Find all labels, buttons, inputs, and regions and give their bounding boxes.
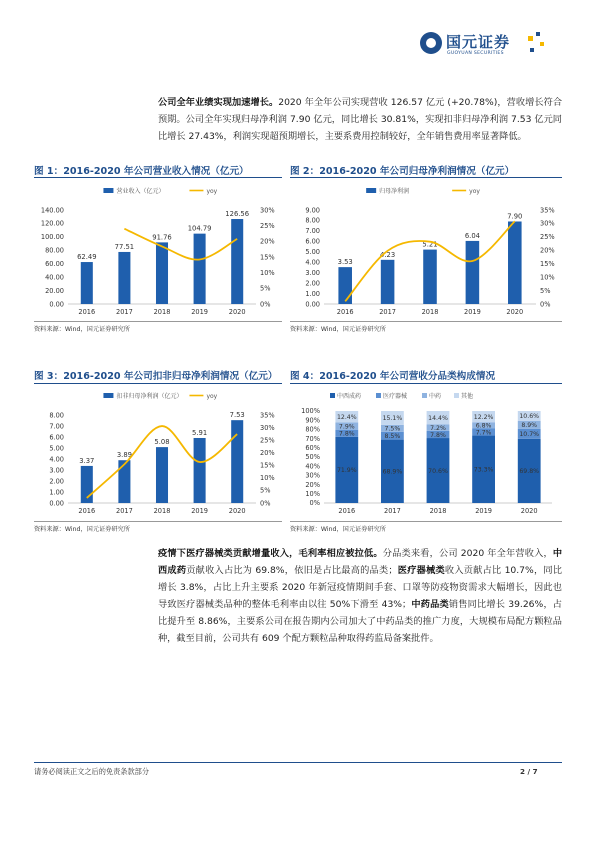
segment-label-2016-0: 71.9% (336, 467, 357, 475)
y-left-tick: 120.00 (40, 219, 64, 228)
y-left-tick: 2.00 (305, 279, 320, 288)
y-left-tick: 7.00 (49, 422, 64, 431)
x-tick-2018: 2018 (153, 308, 171, 316)
figure-3-source-rule (34, 521, 282, 522)
segment-label-2019-2: 6.8% (475, 422, 492, 430)
y-left-tick: 20.00 (45, 286, 64, 295)
y-left-tick: 5.00 (49, 444, 64, 453)
category-text-1: 分品类来看，公司 2020 年全年营收入， (382, 548, 553, 559)
y-left-tick: 80.00 (45, 246, 64, 255)
y-right-tick: 0% (260, 300, 271, 309)
bar-label-2017: 3.89 (116, 451, 132, 460)
legend-swatch-3 (454, 393, 459, 398)
x-tick-2016: 2016 (78, 507, 96, 515)
logo-mark-icon (420, 32, 442, 54)
y-right-tick: 35% (540, 206, 555, 215)
y-right-tick: 0% (260, 499, 271, 508)
page-number: 2 / 7 (520, 767, 538, 776)
bar-label-2016: 3.53 (337, 258, 353, 267)
figure-2-source-rule (290, 321, 562, 322)
category-bold-1: 中西成药 (158, 548, 563, 576)
segment-label-2019-1: 7.7% (475, 429, 492, 437)
bar-label-2019: 104.79 (187, 224, 212, 233)
figure-1-rule (34, 177, 282, 178)
x-tick-2017: 2017 (116, 308, 133, 316)
bar-label-2020: 7.90 (507, 212, 523, 221)
segment-label-2017-1: 8.5% (384, 433, 401, 441)
footer-rule (34, 762, 562, 763)
segment-label-2016-2: 7.9% (338, 423, 355, 431)
bar-label-2018: 5.21 (422, 240, 438, 249)
y-left-tick: 5.00 (305, 248, 320, 257)
y-left-tick: 9.00 (305, 206, 320, 215)
y-left-tick: 4.00 (305, 258, 320, 267)
y-left-tick: 7.00 (305, 227, 320, 236)
x-tick-2016: 2016 (78, 308, 96, 316)
chart-svg (290, 385, 562, 519)
x-tick-2018: 2018 (153, 507, 171, 515)
yoy-line (124, 229, 237, 260)
legend-label-3: 其他 (461, 393, 474, 400)
y-right-tick: 10% (540, 273, 555, 282)
category-bold-2: 医疗器械类 (397, 565, 445, 576)
figure-4-rule (290, 383, 562, 384)
x-tick-2020: 2020 (520, 507, 538, 515)
y-tick: 100% (301, 407, 320, 416)
summary-body: 2020 年全年公司实现营收 126.57 亿元 (+20.78%)，营收增长符合预期。公司全年实现归母净利润 7.90 亿元，同比增长 30.81%，实现扣非归母净利润 7.53 亿元同比增长 27.43%，利润实现超预期增长，主要系费用控制较好，全年销售费用率显著降低。 (158, 97, 563, 142)
legend-swatch-1 (376, 393, 381, 398)
chart-svg (34, 180, 282, 320)
summary-lead: 公司全年业绩实现加速增长。 (158, 97, 279, 108)
y-right-tick: 5% (260, 284, 271, 293)
y-tick: 10% (305, 490, 320, 498)
x-tick-2017: 2017 (116, 507, 133, 515)
segment-label-2019-3: 12.2% (473, 413, 494, 421)
y-tick: 30% (305, 471, 320, 480)
y-left-tick: 1.00 (305, 289, 320, 298)
segment-label-2017-3: 15.1% (382, 415, 403, 423)
bar-label-2017: 4.23 (380, 250, 396, 259)
y-right-tick: 25% (540, 233, 555, 242)
bar-2018 (156, 447, 168, 503)
bar-2017 (381, 260, 395, 304)
legend-bar-label: 扣非归母净利润（亿元） (116, 393, 183, 400)
bar-2018 (156, 242, 168, 304)
legend-bar-swatch (103, 393, 113, 398)
bar-label-2020: 126.56 (225, 210, 250, 219)
y-right-tick: 25% (260, 436, 275, 445)
y-left-tick: 6.00 (49, 433, 64, 442)
legend-label-0: 中西成药 (337, 393, 362, 400)
chart-revenue-mix (290, 385, 562, 519)
figure-2-rule (290, 177, 562, 178)
category-text-2: 贡献收入占比为 69.8%，依旧是占比最高的品类； (186, 565, 398, 576)
footer-disclaimer: 请务必阅读正文之后的免责条款部分 (34, 767, 150, 776)
bar-2020 (231, 420, 243, 503)
segment-label-2019-0: 73.3% (473, 466, 494, 474)
category-paragraph (158, 545, 562, 647)
segment-label-2018-3: 14.4% (428, 414, 448, 422)
category-lead: 疫情下医疗器械类贡献增量收入，毛利率相应被拉低。 (158, 548, 383, 559)
y-left-tick: 4.00 (49, 455, 64, 464)
bar-2020 (508, 221, 522, 304)
x-tick-2017: 2017 (384, 507, 401, 515)
brand-name-en: GUOYUAN SECURITIES (447, 51, 504, 56)
figure-3-source: 资料来源：Wind，国元证券研究所 (34, 526, 130, 533)
y-right-tick: 35% (260, 411, 275, 420)
figure-4-source: 资料来源：Wind，国元证券研究所 (290, 526, 386, 533)
segment-label-2020-1: 10.7% (519, 431, 540, 439)
y-tick: 20% (305, 480, 320, 489)
x-tick-2020: 2020 (228, 308, 246, 316)
y-tick: 50% (305, 453, 320, 462)
chart-net-profit (290, 180, 562, 320)
legend-line-label: yoy (469, 188, 480, 195)
bar-2019 (466, 241, 480, 304)
bar-label-2018: 5.08 (154, 438, 170, 447)
x-tick-2016: 2016 (338, 507, 356, 515)
bar-label-2020: 7.53 (229, 411, 245, 420)
figure-4-title: 图 4：2016-2020 年公司营收分品类构成情况 (290, 371, 496, 382)
y-left-tick: 0.00 (305, 300, 320, 309)
legend-bar-swatch (103, 188, 113, 193)
y-left-tick: 1.00 (49, 488, 64, 497)
category-bold-3: 中药品类 (411, 599, 449, 610)
y-left-tick: 40.00 (45, 273, 64, 282)
chart-revenue (34, 180, 282, 320)
y-right-tick: 0% (540, 300, 551, 309)
segment-label-2016-1: 7.8% (338, 430, 355, 438)
company-logo (420, 30, 550, 66)
figure-2-source: 资料来源：Wind，国元证券研究所 (290, 326, 386, 333)
segment-label-2020-0: 69.8% (519, 468, 540, 476)
legend-swatch-0 (330, 393, 335, 398)
y-right-tick: 10% (260, 268, 275, 277)
segment-label-2020-3: 10.6% (519, 413, 540, 421)
y-right-tick: 30% (260, 206, 275, 215)
segment-label-2018-0: 70.6% (428, 467, 448, 475)
segment-label-2016-3: 12.4% (336, 414, 357, 422)
y-left-tick: 6.00 (305, 237, 320, 246)
y-tick: 70% (305, 434, 320, 443)
x-tick-2018: 2018 (429, 507, 447, 515)
y-right-tick: 15% (540, 260, 555, 269)
y-left-tick: 140.00 (40, 206, 64, 215)
x-tick-2019: 2019 (475, 507, 492, 515)
x-tick-2016: 2016 (336, 308, 354, 316)
segment-label-2017-0: 68.9% (382, 468, 403, 476)
y-left-tick: 3.00 (305, 268, 320, 277)
y-right-tick: 20% (540, 246, 555, 255)
figure-2-title: 图 2：2016-2020 年公司归母净利润情况（亿元） (290, 166, 515, 177)
bar-2016 (338, 267, 352, 304)
bar-label-2018: 91.76 (152, 233, 172, 242)
legend-line-label: yoy (206, 188, 218, 195)
segment-label-2018-1: 7.8% (430, 431, 446, 439)
bar-2019 (194, 438, 206, 503)
x-tick-2018: 2018 (421, 308, 439, 316)
figure-3-title: 图 3：2016-2020 年公司扣非归母净利润情况（亿元） (34, 371, 278, 382)
y-left-tick: 2.00 (49, 477, 64, 486)
y-left-tick: 0.00 (49, 499, 64, 508)
x-tick-2017: 2017 (379, 308, 396, 316)
logo-squares-icon (526, 30, 552, 60)
figure-4-source-rule (290, 521, 562, 522)
chart-svg (34, 385, 282, 519)
segment-label-2020-2: 8.9% (521, 422, 538, 430)
figure-3-rule (34, 383, 282, 384)
y-right-tick: 5% (260, 486, 271, 495)
y-right-tick: 25% (260, 221, 275, 230)
y-right-tick: 5% (540, 286, 551, 295)
figure-1-source: 资料来源：Wind，国元证券研究所 (34, 326, 130, 333)
category-text-4: 销售同比增长 39.26%，占比提升至 8.86%，主要系公司在报告期内公司加大了中药品类的推广力度，大规模布局配方颗粒品种，截至目前，公司共有 609 个配方颗粒品种取得药监局备案批件。 (158, 599, 562, 644)
bar-2018 (423, 250, 437, 304)
y-right-tick: 30% (540, 219, 555, 228)
segment-label-2018-2: 7.2% (430, 424, 446, 432)
legend-swatch-2 (422, 393, 427, 398)
y-left-tick: 8.00 (305, 216, 320, 225)
x-tick-2019: 2019 (191, 507, 208, 515)
chart-svg (290, 180, 562, 320)
y-right-tick: 10% (260, 474, 275, 483)
y-left-tick: 0.00 (49, 300, 64, 309)
y-tick: 90% (305, 416, 320, 425)
y-tick: 80% (305, 425, 320, 434)
y-left-tick: 3.00 (49, 466, 64, 475)
y-right-tick: 30% (260, 423, 275, 432)
bar-2017 (118, 460, 130, 503)
x-tick-2020: 2020 (228, 507, 246, 515)
bar-2020 (231, 219, 243, 304)
bar-label-2016: 62.49 (77, 253, 97, 262)
y-left-tick: 100.00 (40, 233, 64, 242)
bar-label-2017: 77.51 (114, 242, 135, 251)
bar-label-2019: 6.04 (464, 231, 480, 240)
bar-2019 (194, 234, 206, 304)
y-right-tick: 15% (260, 461, 275, 470)
x-tick-2019: 2019 (191, 308, 208, 316)
legend-bar-swatch (366, 188, 376, 193)
y-left-tick: 8.00 (49, 411, 64, 420)
x-tick-2019: 2019 (464, 308, 481, 316)
y-right-tick: 20% (260, 449, 275, 458)
brand-name: 国元证券 (446, 33, 511, 51)
legend-label-2: 中药 (429, 393, 442, 400)
legend-bar-label: 营业收入（亿元） (116, 188, 165, 195)
bar-label-2016: 3.37 (79, 456, 95, 465)
figure-1-title: 图 1：2016-2020 年公司营业收入情况（亿元） (34, 166, 249, 177)
bar-label-2019: 5.91 (192, 428, 208, 437)
legend-bar-label: 归母净利润 (379, 188, 410, 195)
bar-2017 (118, 252, 130, 304)
x-tick-2020: 2020 (506, 308, 524, 316)
category-text-3: 收入贡献占比 10.7%，同比增长 3.8%，占比上升主要系 2020 年新冠疫情期间手套、口罩等防疫物资需求大幅增长，因此也导致医疗器械类品种的整体毛利率由以往 50%下滑至 43%； (158, 565, 563, 610)
bar-2016 (81, 262, 93, 304)
y-tick: 0% (309, 499, 320, 508)
summary-paragraph (158, 94, 562, 145)
y-tick: 60% (305, 444, 320, 452)
legend-line-label: yoy (206, 393, 218, 400)
y-right-tick: 20% (260, 237, 275, 246)
y-left-tick: 60.00 (45, 260, 64, 269)
y-tick: 40% (305, 462, 320, 471)
chart-adjusted-net-profit (34, 385, 282, 519)
legend-label-1: 医疗器械 (383, 393, 408, 400)
segment-label-2017-2: 7.5% (384, 425, 401, 433)
y-right-tick: 15% (260, 253, 275, 262)
figure-1-source-rule (34, 321, 282, 322)
